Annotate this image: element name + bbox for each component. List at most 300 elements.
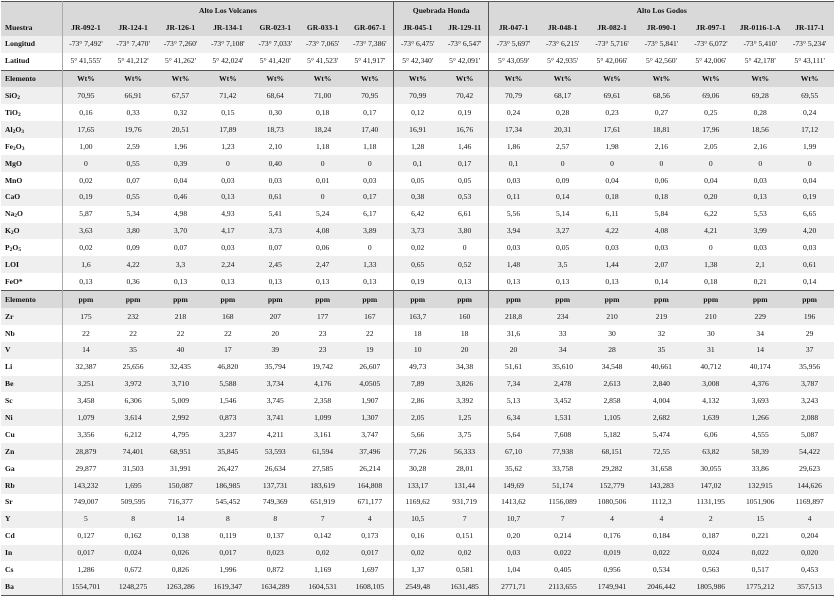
trace-value-cell: 1112,3: [637, 494, 686, 511]
trace-value-cell: 3,787: [785, 376, 834, 393]
major-value-cell: 0,03: [736, 239, 785, 256]
trace-value-cell: 2046,442: [637, 578, 686, 595]
sample-id-cell: JR-092-1: [62, 19, 109, 36]
major-value-cell: 0,20: [686, 189, 735, 206]
oxide-base: Na: [5, 209, 15, 219]
trace-value-cell: 3,237: [204, 426, 251, 443]
major-value-cell: 16,76: [441, 121, 488, 138]
trace-value-cell: 234: [538, 308, 587, 325]
major-value-cell: 0,04: [587, 172, 636, 189]
trace-value-cell: 46,820: [204, 359, 251, 376]
trace-value-cell: 27,585: [299, 460, 346, 477]
oxide-subscript: 2: [13, 145, 16, 152]
major-value-cell: 0,15: [204, 104, 251, 121]
trace-value-cell: 2,088: [785, 409, 834, 426]
latitude-cell: 5° 43,059': [489, 53, 538, 70]
region-corner-cell: [1, 2, 62, 19]
latitude-cell: 5° 43,111': [785, 53, 834, 70]
trace-value-cell: 30,28: [394, 460, 441, 477]
trace-value-cell: 1,25: [441, 409, 488, 426]
major-value-cell: 0: [346, 155, 393, 172]
major-value-cell: 0,36: [109, 273, 156, 290]
major-element-row: [1, 239, 834, 256]
trace-value-cell: 143,232: [62, 477, 109, 494]
major-value-cell: 2,24: [204, 256, 251, 273]
trace-value-cell: 3,75: [441, 426, 488, 443]
major-value-cell: 0,27: [637, 104, 686, 121]
sample-id-cell: JR-134-1: [204, 19, 251, 36]
major-value-cell: 0,03: [489, 172, 538, 189]
trace-element-row: [1, 426, 834, 443]
major-value-cell: 2,57: [538, 138, 587, 155]
oxide-tail: O: [15, 124, 22, 134]
major-value-cell: 0: [441, 239, 488, 256]
trace-value-cell: 68,951: [157, 443, 204, 460]
major-value-cell: 4,22: [109, 256, 156, 273]
major-unit-cell: Wt%: [157, 70, 204, 87]
trace-value-cell: 1,697: [346, 561, 393, 578]
trace-value-cell: 0,020: [785, 545, 834, 562]
latitude-cell: 5° 42,066': [587, 53, 636, 70]
oxide-label: [1, 239, 62, 256]
trace-value-cell: 2,05: [394, 409, 441, 426]
trace-value-cell: 33: [538, 325, 587, 342]
latitude-cell: 5° 42,178': [736, 53, 785, 70]
trace-value-cell: 0,022: [736, 545, 785, 562]
major-value-cell: 0,07: [109, 172, 156, 189]
major-unit-cell: Wt%: [346, 70, 393, 87]
trace-value-cell: 132,915: [736, 477, 785, 494]
oxide-base: LOI: [5, 260, 19, 269]
longitude-cell: -73° 7,108': [204, 36, 251, 53]
trace-value-cell: 77,938: [538, 443, 587, 460]
trace-value-cell: 34,38: [441, 359, 488, 376]
longitude-cell: -73° 5,234': [785, 36, 834, 53]
trace-value-cell: 0,02: [441, 545, 488, 562]
major-value-cell: 1,23: [204, 138, 251, 155]
oxide-base: P: [5, 243, 10, 253]
major-value-cell: 3,73: [252, 223, 299, 240]
region-header-cell: Quebrada Honda: [394, 2, 489, 19]
major-value-cell: 0,11: [489, 189, 538, 206]
trace-element-label: Sr: [1, 494, 62, 511]
longitude-cell: -73° 7,065': [299, 36, 346, 53]
trace-value-cell: 0,204: [785, 528, 834, 545]
trace-value-cell: 1,546: [204, 392, 251, 409]
sample-id-cell: JR-117-1: [785, 19, 834, 36]
major-value-cell: 1,86: [489, 138, 538, 155]
trace-value-cell: 67,10: [489, 443, 538, 460]
major-value-cell: 0,02: [394, 239, 441, 256]
trace-value-cell: 2,682: [637, 409, 686, 426]
major-value-cell: 4,20: [785, 223, 834, 240]
trace-value-cell: 3,251: [62, 376, 109, 393]
latitude-cell: 5° 41,212': [109, 53, 156, 70]
major-unit-cell: Wt%: [299, 70, 346, 87]
major-value-cell: 0,13: [299, 273, 346, 290]
trace-element-row: [1, 325, 834, 342]
major-value-cell: 0,03: [489, 239, 538, 256]
oxide-base: SiO: [5, 91, 18, 101]
major-unit-cell: Wt%: [62, 70, 109, 87]
trace-unit-cell: ppm: [441, 291, 488, 308]
major-value-cell: 5,34: [109, 206, 156, 223]
major-value-cell: 0,02: [62, 239, 109, 256]
trace-value-cell: 63,82: [686, 443, 735, 460]
major-value-cell: 17,65: [62, 121, 109, 138]
trace-value-cell: 10,5: [394, 511, 441, 528]
major-value-cell: 0,13: [489, 273, 538, 290]
trace-value-cell: 4,795: [157, 426, 204, 443]
trace-value-cell: 0,023: [252, 545, 299, 562]
trace-value-cell: 22: [204, 325, 251, 342]
major-unit-cell: Wt%: [204, 70, 251, 87]
oxide-base: Fe: [5, 141, 14, 151]
trace-value-cell: 34,548: [587, 359, 636, 376]
trace-value-cell: 3,747: [346, 426, 393, 443]
trace-value-cell: 22: [157, 325, 204, 342]
trace-value-cell: 3,710: [157, 376, 204, 393]
trace-value-cell: 0,20: [489, 528, 538, 545]
major-value-cell: 70,95: [346, 87, 393, 104]
trace-value-cell: 32,387: [62, 359, 109, 376]
sample-id-cell: GR-023-1: [252, 19, 299, 36]
major-value-cell: 6,42: [394, 206, 441, 223]
trace-value-cell: 17: [204, 342, 251, 359]
oxide-base: FeO*: [5, 276, 23, 286]
major-value-cell: 0,13: [252, 273, 299, 290]
trace-element-row: [1, 443, 834, 460]
longitude-cell: -73° 7,470': [109, 36, 156, 53]
trace-value-cell: 1631,485: [441, 578, 488, 595]
trace-value-cell: 5,588: [204, 376, 251, 393]
trace-element-row: [1, 578, 834, 595]
trace-value-cell: 20: [441, 342, 488, 359]
longitude-cell: -73° 7,492': [62, 36, 109, 53]
longitude-row: [1, 36, 834, 53]
major-element-row: [1, 256, 834, 273]
longitude-cell: -73° 5,841': [637, 36, 686, 53]
major-value-cell: 20,51: [157, 121, 204, 138]
trace-value-cell: 14: [736, 342, 785, 359]
trace-value-cell: 74,401: [109, 443, 156, 460]
trace-value-cell: 0,02: [299, 545, 346, 562]
trace-value-cell: 32: [637, 325, 686, 342]
trace-value-cell: 196: [785, 308, 834, 325]
major-value-cell: 0,13: [204, 273, 251, 290]
oxide-label: [1, 155, 62, 172]
major-value-cell: 0,28: [736, 104, 785, 121]
longitude-cell: -73° 7,033': [252, 36, 299, 53]
major-value-cell: 0: [587, 155, 636, 172]
major-value-cell: 0,13: [346, 273, 393, 290]
major-value-cell: 5,24: [299, 206, 346, 223]
trace-value-cell: 1,169: [299, 561, 346, 578]
major-unit-cell: Wt%: [109, 70, 156, 87]
longitude-cell: -73° 6,475': [394, 36, 441, 53]
major-value-cell: 1,98: [587, 138, 636, 155]
trace-value-cell: 0,022: [637, 545, 686, 562]
trace-value-cell: 4,555: [736, 426, 785, 443]
major-value-cell: 2,16: [637, 138, 686, 155]
oxide-subscript: 2: [17, 111, 21, 118]
major-value-cell: 0,19: [62, 189, 109, 206]
trace-value-cell: 1604,531: [299, 578, 346, 595]
trace-value-cell: 7,89: [394, 376, 441, 393]
oxide-base: MgO: [5, 158, 22, 168]
trace-value-cell: 2549,48: [394, 578, 441, 595]
major-value-cell: 67,57: [157, 87, 204, 104]
trace-value-cell: 30,055: [686, 460, 735, 477]
trace-value-cell: 14: [157, 511, 204, 528]
trace-value-cell: 31,6: [489, 325, 538, 342]
longitude-cell: -73° 6,215': [538, 36, 587, 53]
trace-value-cell: 177: [299, 308, 346, 325]
oxide-base: TiO: [5, 107, 18, 117]
major-value-cell: 0: [62, 155, 109, 172]
trace-value-cell: 1775,212: [736, 578, 785, 595]
trace-value-cell: 3,161: [299, 426, 346, 443]
major-value-cell: 1,6: [62, 256, 109, 273]
latitude-cell: 5° 41,420': [252, 53, 299, 70]
trace-value-cell: 671,177: [346, 494, 393, 511]
trace-value-cell: 167: [346, 308, 393, 325]
trace-value-cell: 0,176: [587, 528, 636, 545]
trace-element-label: Rb: [1, 477, 62, 494]
trace-value-cell: 716,377: [157, 494, 204, 511]
major-value-cell: 0,06: [637, 172, 686, 189]
oxide-base: MnO: [5, 175, 23, 185]
sample-id-cell: JR-090-1: [637, 19, 686, 36]
oxide-subscript: 3: [21, 128, 25, 135]
longitude-label: Longitud: [1, 36, 62, 53]
trace-value-cell: 1,266: [736, 409, 785, 426]
major-value-cell: 1,38: [686, 256, 735, 273]
oxide-subscript: 2: [14, 213, 18, 220]
trace-value-cell: 1248,275: [109, 578, 156, 595]
sample-id-cell: JR-048-1: [538, 19, 587, 36]
trace-value-cell: 150,087: [157, 477, 204, 494]
trace-value-cell: 210: [686, 308, 735, 325]
major-value-cell: 0,17: [346, 104, 393, 121]
trace-value-cell: 20: [252, 325, 299, 342]
major-value-cell: 5,41: [252, 206, 299, 223]
major-unit-cell: Wt%: [785, 70, 834, 87]
trace-value-cell: 3,972: [109, 376, 156, 393]
oxide-label: [1, 273, 62, 290]
trace-value-cell: 14: [62, 342, 109, 359]
trace-value-cell: 4,211: [252, 426, 299, 443]
trace-value-cell: 40: [157, 342, 204, 359]
trace-value-cell: 61,594: [299, 443, 346, 460]
trace-value-cell: 40,712: [686, 359, 735, 376]
major-value-cell: 0,17: [441, 155, 488, 172]
trace-value-cell: 56,333: [441, 443, 488, 460]
trace-value-cell: 37: [785, 342, 834, 359]
major-value-cell: 0,14: [785, 273, 834, 290]
major-value-cell: 0,12: [394, 104, 441, 121]
major-value-cell: 0,17: [346, 189, 393, 206]
major-value-cell: 5,56: [489, 206, 538, 223]
trace-value-cell: 19: [346, 342, 393, 359]
trace-value-cell: 3,745: [252, 392, 299, 409]
major-value-cell: 17,40: [346, 121, 393, 138]
sample-id-cell: JR-124-1: [109, 19, 156, 36]
trace-element-row: [1, 392, 834, 409]
trace-value-cell: 5: [62, 511, 109, 528]
trace-unit-cell: ppm: [785, 291, 834, 308]
trace-value-cell: 40,174: [736, 359, 785, 376]
trace-value-cell: 18: [441, 325, 488, 342]
trace-value-cell: 1169,62: [394, 494, 441, 511]
major-value-cell: 1,44: [587, 256, 636, 273]
major-value-cell: 0: [299, 189, 346, 206]
sample-id-cell: JR-082-1: [587, 19, 636, 36]
trace-value-cell: 20: [489, 342, 538, 359]
oxide-base: K: [5, 226, 11, 236]
major-value-cell: 0,04: [785, 172, 834, 189]
longitude-cell: -73° 5,410': [736, 36, 785, 53]
major-value-cell: 3,27: [538, 223, 587, 240]
major-value-cell: 69,28: [736, 87, 785, 104]
trace-value-cell: 5,087: [785, 426, 834, 443]
trace-value-cell: 68,151: [587, 443, 636, 460]
trace-value-cell: 131,44: [441, 477, 488, 494]
trace-value-cell: 35,794: [252, 359, 299, 376]
major-value-cell: 0,1: [489, 155, 538, 172]
trace-value-cell: 25,656: [109, 359, 156, 376]
trace-value-cell: 1,04: [489, 561, 538, 578]
major-value-cell: 0,1: [394, 155, 441, 172]
major-value-cell: 0,13: [441, 273, 488, 290]
trace-value-cell: 6,306: [109, 392, 156, 409]
major-value-cell: 3,73: [394, 223, 441, 240]
oxide-tail: O: [15, 141, 22, 151]
longitude-cell: -73° 6,072': [686, 36, 735, 53]
latitude-cell: 5° 41,917': [346, 53, 393, 70]
trace-value-cell: 1,099: [299, 409, 346, 426]
oxide-tail: O: [17, 209, 23, 219]
trace-unit-cell: ppm: [637, 291, 686, 308]
trace-value-cell: 2,478: [538, 376, 587, 393]
trace-value-cell: 2,613: [587, 376, 636, 393]
trace-value-cell: 160: [441, 308, 488, 325]
major-value-cell: 0,07: [157, 239, 204, 256]
trace-value-cell: 54,422: [785, 443, 834, 460]
major-value-cell: 2,59: [109, 138, 156, 155]
major-value-cell: 71,00: [299, 87, 346, 104]
trace-value-cell: 26,634: [252, 460, 299, 477]
trace-value-cell: 0,453: [785, 561, 834, 578]
trace-value-cell: 4: [587, 511, 636, 528]
trace-value-cell: 7,34: [489, 376, 538, 393]
major-element-row: [1, 138, 834, 155]
major-value-cell: 2,07: [637, 256, 686, 273]
trace-value-cell: 35,62: [489, 460, 538, 477]
trace-value-cell: 4,132: [686, 392, 735, 409]
major-value-cell: 0,24: [785, 104, 834, 121]
sample-id-cell: GR-067-1: [346, 19, 393, 36]
major-value-cell: 4,17: [204, 223, 251, 240]
major-value-cell: 69,61: [587, 87, 636, 104]
trace-value-cell: 651,919: [299, 494, 346, 511]
trace-value-cell: 152,779: [587, 477, 636, 494]
trace-value-cell: 35,610: [538, 359, 587, 376]
trace-value-cell: 0,017: [204, 545, 251, 562]
trace-value-cell: 8: [252, 511, 299, 528]
latitude-cell: 5° 42,024': [204, 53, 251, 70]
trace-value-cell: 545,452: [204, 494, 251, 511]
major-value-cell: 0,18: [587, 189, 636, 206]
trace-value-cell: 1,307: [346, 409, 393, 426]
trace-value-cell: 4: [785, 511, 834, 528]
trace-value-cell: 8: [109, 511, 156, 528]
trace-value-cell: 23: [299, 342, 346, 359]
major-value-cell: 0,13: [62, 273, 109, 290]
trace-value-cell: 218: [157, 308, 204, 325]
major-value-cell: 0,05: [538, 239, 587, 256]
trace-value-cell: 3,356: [62, 426, 109, 443]
trace-value-cell: 22: [109, 325, 156, 342]
trace-value-cell: 1805,986: [686, 578, 735, 595]
major-value-cell: 18,81: [637, 121, 686, 138]
trace-value-cell: 4,376: [736, 376, 785, 393]
trace-value-cell: 3,693: [736, 392, 785, 409]
trace-value-cell: 22: [62, 325, 109, 342]
trace-value-cell: 72,55: [637, 443, 686, 460]
trace-value-cell: 1749,941: [587, 578, 636, 595]
major-value-cell: 0,19: [785, 189, 834, 206]
trace-value-cell: 49,73: [394, 359, 441, 376]
major-value-cell: 0,03: [252, 172, 299, 189]
major-unit-cell: Wt%: [489, 70, 538, 87]
major-value-cell: 0,09: [538, 172, 587, 189]
major-value-cell: 17,96: [686, 121, 735, 138]
major-value-cell: 0: [736, 155, 785, 172]
trace-unit-cell: ppm: [157, 291, 204, 308]
major-element-row: [1, 273, 834, 290]
major-value-cell: 3,94: [489, 223, 538, 240]
longitude-cell: -73° 5,697': [489, 36, 538, 53]
major-value-cell: 70,95: [62, 87, 109, 104]
trace-value-cell: 58,39: [736, 443, 785, 460]
trace-value-cell: 28: [587, 342, 636, 359]
major-value-cell: 0,24: [489, 104, 538, 121]
latitude-cell: 5° 42,006': [686, 53, 735, 70]
trace-value-cell: 1051,906: [736, 494, 785, 511]
major-value-cell: 0,13: [157, 273, 204, 290]
trace-value-cell: 5,64: [489, 426, 538, 443]
oxide-label: [1, 206, 62, 223]
trace-value-cell: 29: [785, 325, 834, 342]
sample-id-cell: JR-097-1: [686, 19, 735, 36]
trace-value-cell: 210: [587, 308, 636, 325]
trace-value-cell: 7,608: [538, 426, 587, 443]
trace-unit-cell: ppm: [587, 291, 636, 308]
major-value-cell: 3,80: [441, 223, 488, 240]
trace-element-label: Cu: [1, 426, 62, 443]
major-element-row: [1, 104, 834, 121]
trace-value-cell: 0,02: [394, 545, 441, 562]
trace-element-label: Sc: [1, 392, 62, 409]
major-value-cell: 0,03: [637, 239, 686, 256]
major-value-cell: 3,89: [346, 223, 393, 240]
major-value-cell: 3,70: [157, 223, 204, 240]
major-unit-cell: Wt%: [252, 70, 299, 87]
trace-unit-cell: ppm: [538, 291, 587, 308]
trace-value-cell: 4,176: [299, 376, 346, 393]
major-value-cell: 16,91: [394, 121, 441, 138]
